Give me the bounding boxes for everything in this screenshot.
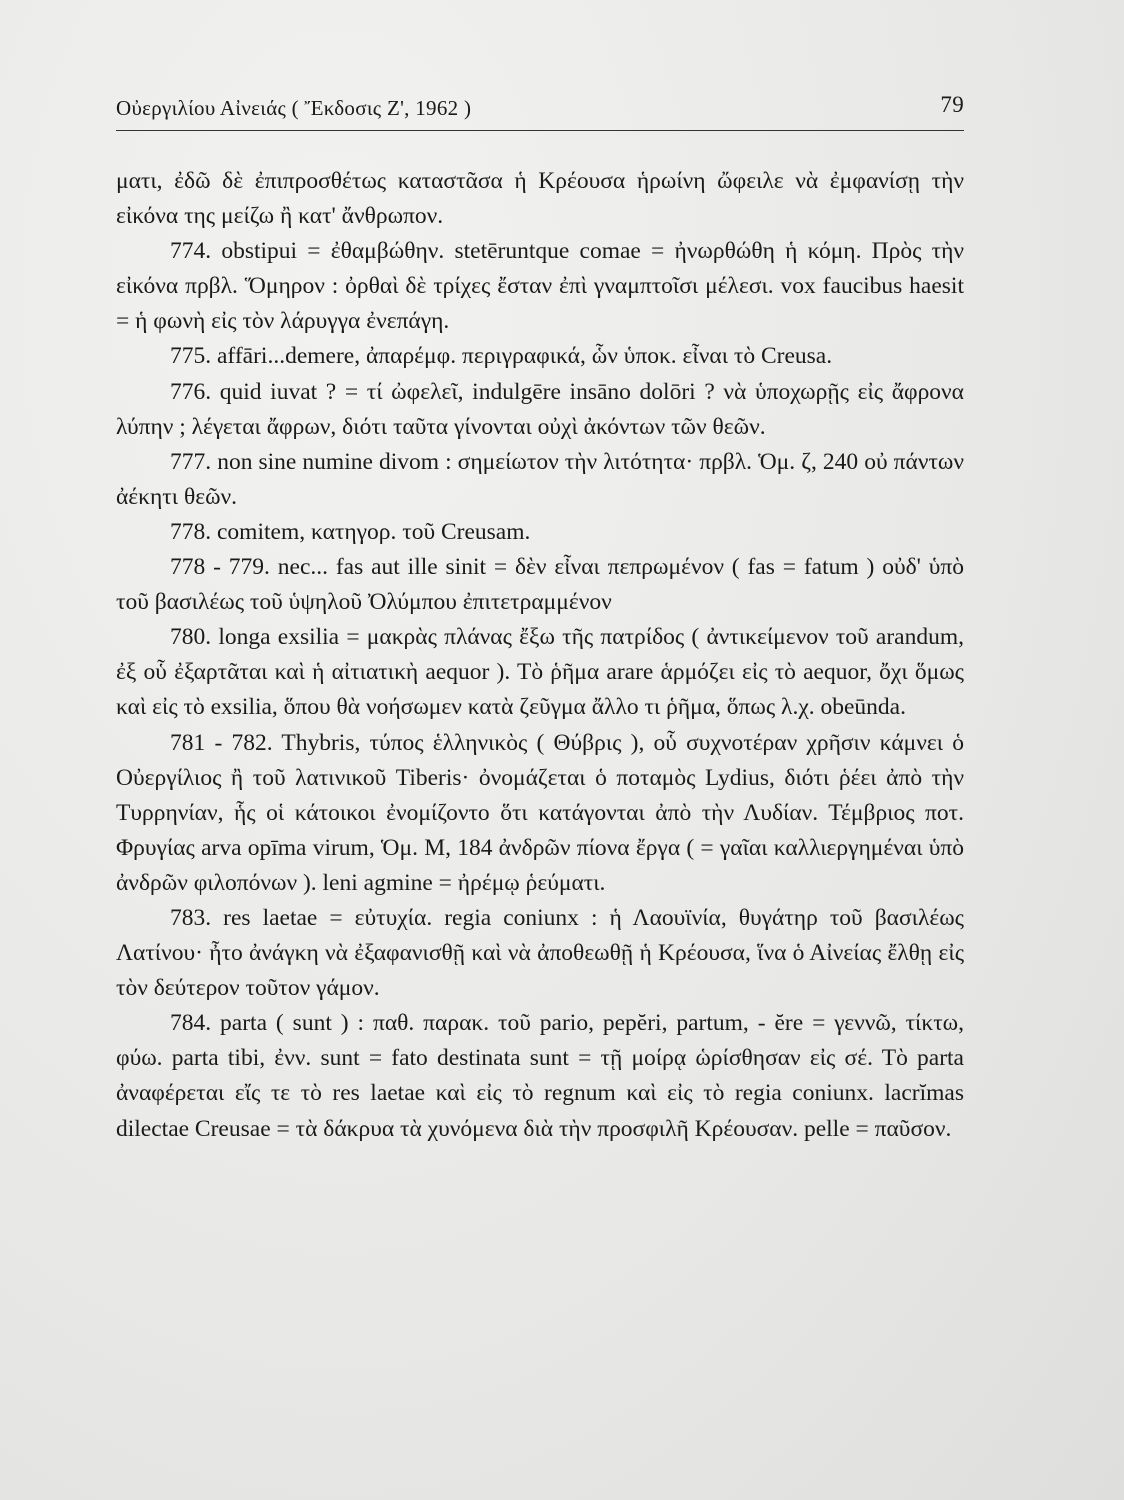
note-781-782: 781 - 782. Thybris, τύπος ἑλληνικὸς ( Θύβρις ), οὗ συχνοτέραν χρῆσιν κάμνει ὁ Οὐεργίλιος ἢ τοῦ λατινικοῦ Tiberis· ὀνομάζεται ὁ ποταμὸς Lydius, διότι ῥέει ἀπὸ τὴν Τυρρηνίαν, ἧς οἱ κάτοικοι ἐνομίζοντο ὅτι κατάγονται ἀπὸ τὴν Λυδίαν. Τέμβριος ποτ. Φρυγίας arva opīma virum, Ὁμ. Μ, 184 ἀνδρῶν πίονα ἔργα ( = γαῖαι καλλιεργημέναι ὑπὸ ἀνδρῶν φιλοπόνων ). leni agmine = ἠρέμῳ ῥεύματι.: [116, 729, 964, 896]
page-number: 79: [940, 92, 964, 117]
note-777: 777. non sine numine divom : σημείωτον τὴν λιτότητα· πρβλ. Ὁμ. ζ, 240 οὐ πάντων ἀέκητι θεῶν.: [116, 448, 964, 510]
running-header: [116, 92, 964, 126]
note-776: 776. quid iuvat ? = τί ὠφελεῖ, indulgēre insāno dolōri ? νὰ ὑποχωρῇς εἰς ἄφρονα λύπην ; λέγεται ἄφρων, διότι ταῦτα γίνονται οὐχὶ ἀκόντων τῶν θεῶν.: [116, 378, 964, 440]
note-774: 774. obstipui = ἐθαμβώθην. stetēruntque comae = ἠνωρθώθη ἡ κόμη. Πρὸς τὴν εἰκόνα πρβλ. Ὅμηρον : ὀρθαὶ δὲ τρίχες ἔσταν ἐπὶ γναμπτοῖσι μέλεσι. vox faucibus haesit = ἡ φωνὴ εἰς τὸν λάρυγγα ἐνεπάγη.: [116, 238, 964, 335]
note-778-779: 778 - 779. nec... fas aut ille sinit = δὲν εἶναι πεπρωμένον ( fas = fatum ) οὐδ' ὑπὸ τοῦ βασιλέως τοῦ ὑψηλοῦ Ὀλύμπου ἐπιτετραμμένον: [116, 554, 964, 616]
header-rule: [116, 130, 964, 131]
note-775: 775. affāri...demere, ἀπαρέμφ. περιγραφικά, ὧν ὑποκ. εἶναι τὸ Creusa.: [170, 343, 833, 370]
note-784: 784. parta ( sunt ) : παθ. παρακ. τοῦ pario, pepĕri, partum, - ĕre = γεννῶ, τίκτω, φύω. parta tibi, ἐνν. sunt = fato destinata sunt = τῇ μοίρᾳ ὡρίσθησαν εἰς σέ. Τὸ parta ἀναφέρεται εἴς τε τὸ res laetae καὶ εἰς τὸ regnum καὶ εἰς τὸ regia coniunx. lacrĭmas dilectae Creusae = τὰ δάκρυα τὰ χυνόμενα διὰ τὴν προσφιλῆ Κρέουσαν. pelle = παῦσον.: [116, 1010, 964, 1142]
paragraph-continuation: ματι, ἐδῶ δὲ ἐπιπροσθέτως καταστᾶσα ἡ Κρέουσα ἡρωίνη ὤφειλε νὰ ἐμφανίσῃ τὴν εἰκόνα της μείζω ἢ κατ' ἄνθρωπον.: [116, 168, 964, 230]
note-783: 783. res laetae = εὐτυχία. regia coniunx : ἡ Λαουϊνία, θυγάτηρ τοῦ βασιλέως Λατίνου· ἦτο ἀνάγκη νὰ ἐξαφανισθῇ καὶ νὰ ἀποθεωθῇ ἡ Κρέουσα, ἵνα ὁ Αἰνείας ἔλθῃ εἰς τὸν δεύτερον τοῦτον γάμον.: [116, 904, 964, 1002]
commentary-text: [116, 164, 964, 1147]
note-780: 780. longa exsilia = μακρὰς πλάνας ἔξω τῆς πατρίδος ( ἀντικείμενον τοῦ arandum, ἐξ οὗ ἐξαρτᾶται καὶ ἡ αἰτιατικὴ aequor ). Τὸ ῥῆμα arare ἁρμόζει εἰς τὸ aequor, ὄχι ὅμως καὶ εἰς τὸ exsilia, ὅπου θὰ νοήσωμεν κατὰ ζεῦγμα ἄλλο τι ῥῆμα, ὅπως λ.χ. obeūnda.: [116, 624, 964, 721]
running-title: Οὐεργιλίου Αἰνειάς ( Ἔκδοσις Ζ', 1962 ): [116, 96, 472, 120]
note-778: 778. comitem, κατηγορ. τοῦ Creusam.: [170, 518, 531, 545]
